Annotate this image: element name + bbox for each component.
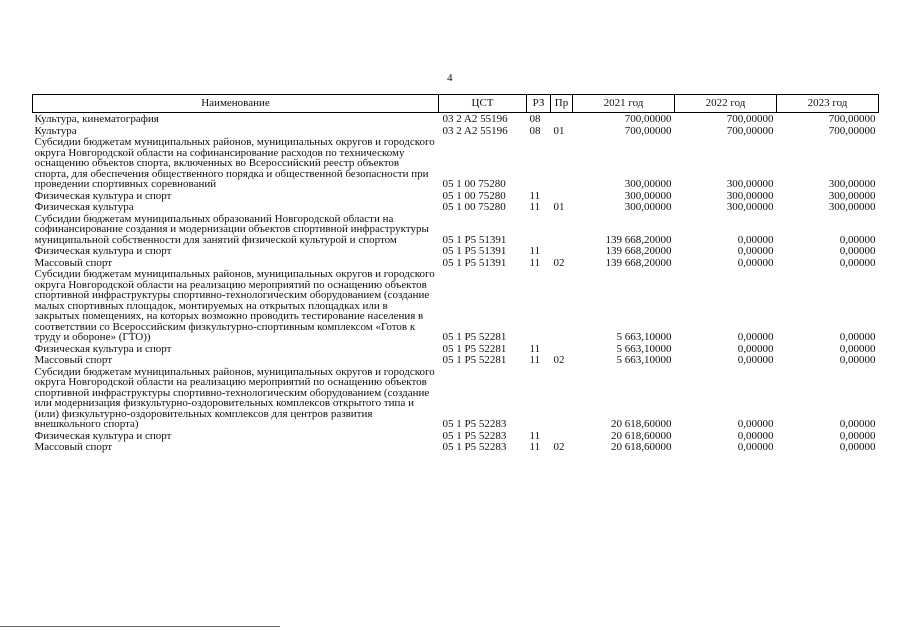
- row-2023: 0,00000: [839, 354, 876, 366]
- row-2023: 0,00000: [839, 331, 876, 343]
- row-2022: 0,00000: [737, 441, 774, 453]
- row-pr: [551, 136, 573, 190]
- row-2021: 300,00000: [624, 178, 672, 190]
- row-rz: 11: [529, 342, 541, 355]
- row-2023: 0,00000: [839, 429, 876, 442]
- row-pr: 01: [553, 124, 565, 137]
- row-2022: 0,00000: [737, 429, 774, 442]
- row-name: Массовый спорт: [34, 441, 113, 453]
- table-row: [33, 441, 879, 453]
- row-2023: 0,00000: [839, 418, 876, 430]
- table-row: [33, 136, 879, 190]
- row-cst: 05 1 P5 52281: [442, 331, 507, 343]
- row-cst: 05 1 P5 52283: [442, 418, 507, 430]
- row-2022: 700,00000: [726, 113, 774, 125]
- page-number: 4: [447, 72, 453, 84]
- header-name: Наименование: [33, 95, 439, 113]
- header-2022: 2022 год: [675, 95, 777, 113]
- row-cst: 03 2 A2 55196: [442, 113, 508, 125]
- row-2022: 0,00000: [737, 418, 774, 430]
- table-body: [33, 113, 879, 453]
- row-pr: [551, 366, 573, 430]
- row-2021: 5 663,10000: [616, 331, 672, 343]
- header-2023: 2023 год: [777, 95, 879, 113]
- row-2022: 0,00000: [737, 256, 774, 269]
- row-2022: 0,00000: [737, 233, 774, 246]
- budget-table: [32, 94, 879, 453]
- row-2023: 0,00000: [839, 245, 876, 257]
- row-rz: 11: [529, 429, 541, 442]
- row-2023: 0,00000: [839, 342, 876, 355]
- row-2021: 700,00000: [624, 124, 672, 137]
- table-row: [33, 125, 879, 137]
- row-name: Культура, кинематография: [34, 113, 159, 125]
- row-2022: 300,00000: [726, 178, 774, 190]
- row-cst: 05 1 00 75280: [442, 178, 506, 190]
- row-pr: [551, 190, 573, 202]
- row-name: Массовый спорт: [34, 354, 113, 366]
- row-pr: 02: [553, 354, 565, 366]
- row-rz: 11: [529, 201, 541, 213]
- row-2022: 0,00000: [737, 342, 774, 355]
- row-pr: 01: [553, 201, 565, 213]
- table-row: [33, 213, 879, 246]
- row-2023: 300,00000: [828, 201, 876, 213]
- row-2023: 700,00000: [828, 124, 876, 137]
- row-2022: 300,00000: [726, 201, 774, 213]
- row-2022: 0,00000: [737, 331, 774, 343]
- row-cst: 05 1 P5 51391: [442, 233, 507, 246]
- table-row: [33, 354, 879, 366]
- table-row: [33, 190, 879, 202]
- row-cst: 05 1 P5 52281: [442, 354, 507, 366]
- row-2021: 139 668,20000: [605, 245, 672, 257]
- row-rz: 11: [529, 189, 541, 202]
- row-name: Физическая культура: [34, 201, 134, 213]
- table-row: [33, 201, 879, 213]
- row-2023: 300,00000: [828, 189, 876, 202]
- row-name: Физическая культура и спорт: [34, 245, 172, 257]
- table-row: [33, 366, 879, 430]
- row-rz: 11: [529, 245, 541, 257]
- row-pr: [551, 343, 573, 355]
- row-name: Физическая культура и спорт: [34, 429, 172, 442]
- row-rz: [527, 213, 551, 246]
- row-name: Культура: [34, 124, 77, 137]
- row-2022: 700,00000: [726, 124, 774, 137]
- row-rz: 08: [529, 124, 541, 137]
- header-cst: ЦСТ: [439, 95, 527, 113]
- row-2022: 0,00000: [737, 354, 774, 366]
- row-pr: 02: [553, 256, 565, 269]
- row-name: Субсидии бюджетам муниципальных районов, муниципальных округов и городского округа Новгородской области на реализацию мероприятий по оснащению объектов спортивной инфраструктуры спортивно-технологическим оборудованием (создание малых спортивных площадок, монтируемых на открытых площадках или в закрытых помещениях, на которых возможно проводить тестирование населения в соответствии со Всероссийским физкультурно-спортивным комплексом «Готов к труду и обороне» (ГТО)): [34, 268, 435, 343]
- row-cst: 05 1 P5 51391: [442, 256, 507, 269]
- row-2022: 0,00000: [737, 245, 774, 257]
- row-pr: 02: [553, 441, 565, 453]
- row-rz: 08: [529, 113, 541, 125]
- row-2023: 700,00000: [828, 113, 876, 125]
- footer-rule: [0, 626, 280, 627]
- row-pr: [551, 213, 573, 246]
- table-header-row: [33, 95, 879, 113]
- row-pr: [551, 268, 573, 343]
- row-rz: 11: [529, 441, 541, 453]
- table-row: [33, 343, 879, 355]
- row-cst: 05 1 P5 51391: [442, 245, 507, 257]
- row-2021: 20 618,60000: [611, 429, 672, 442]
- row-2021: 300,00000: [624, 189, 672, 202]
- row-pr: [551, 245, 573, 257]
- table-row: [33, 245, 879, 257]
- row-2021: 20 618,60000: [611, 418, 672, 430]
- row-2023: 0,00000: [839, 441, 876, 453]
- row-rz: [527, 136, 551, 190]
- row-cst: 03 2 A2 55196: [442, 124, 508, 137]
- table-row: [33, 257, 879, 269]
- table-row: [33, 113, 879, 125]
- row-cst: 05 1 00 75280: [442, 201, 506, 213]
- row-2021: 5 663,10000: [616, 342, 672, 355]
- row-cst: 05 1 P5 52283: [442, 441, 507, 453]
- row-2021: 5 663,10000: [616, 354, 672, 366]
- header-rz: РЗ: [527, 95, 551, 113]
- row-2021: 20 618,60000: [611, 441, 672, 453]
- row-cst: 05 1 P5 52281: [442, 342, 507, 355]
- row-name: Субсидии бюджетам муниципальных районов, муниципальных округов и городского округа Новгородской области на софинансирование расходов по техническому оснащению объектов спорта, включенных во Всероссийский реестр объектов спорта, для обеспечения общественного порядка и общественной безопасности при проведении спортивных соревнований: [34, 136, 435, 190]
- row-cst: 05 1 P5 52283: [442, 429, 507, 442]
- header-2021: 2021 год: [573, 95, 675, 113]
- row-name: Субсидии бюджетам муниципальных образований Новгородской области на софинансирование создания и модернизации объектов спортивной инфраструктуры муниципальной собственности для занятий физической культурой и спортом: [34, 212, 429, 246]
- row-name: Субсидии бюджетам муниципальных районов, муниципальных округов и городского округа Новгородской области на реализацию мероприятий по оснащению объектов спортивной инфраструктуры спортивно-технологическим оборудованием (создание или модернизация физкультурно-оздоровительных комплексов открытого типа и (или) физкультурно-оздоровительных комплексов для центров развития внешкольного спорта): [34, 365, 435, 430]
- row-name: Физическая культура и спорт: [34, 342, 172, 355]
- row-name: Массовый спорт: [34, 256, 113, 269]
- row-name: Физическая культура и спорт: [34, 189, 172, 202]
- row-rz: 11: [529, 256, 541, 269]
- row-2021: 139 668,20000: [605, 233, 672, 246]
- row-2021: 139 668,20000: [605, 256, 672, 269]
- table-row: [33, 430, 879, 442]
- row-2023: 0,00000: [839, 233, 876, 246]
- row-rz: [527, 268, 551, 343]
- row-2023: 300,00000: [828, 178, 876, 190]
- row-rz: 11: [529, 354, 541, 366]
- row-2023: 0,00000: [839, 256, 876, 269]
- row-2022: 300,00000: [726, 189, 774, 202]
- row-2021: 700,00000: [624, 113, 672, 125]
- row-rz: [527, 366, 551, 430]
- table-row: [33, 268, 879, 343]
- row-pr: [551, 113, 573, 125]
- row-cst: 05 1 00 75280: [442, 189, 506, 202]
- row-2021: 300,00000: [624, 201, 672, 213]
- header-pr: Пр: [551, 95, 573, 113]
- row-pr: [551, 430, 573, 442]
